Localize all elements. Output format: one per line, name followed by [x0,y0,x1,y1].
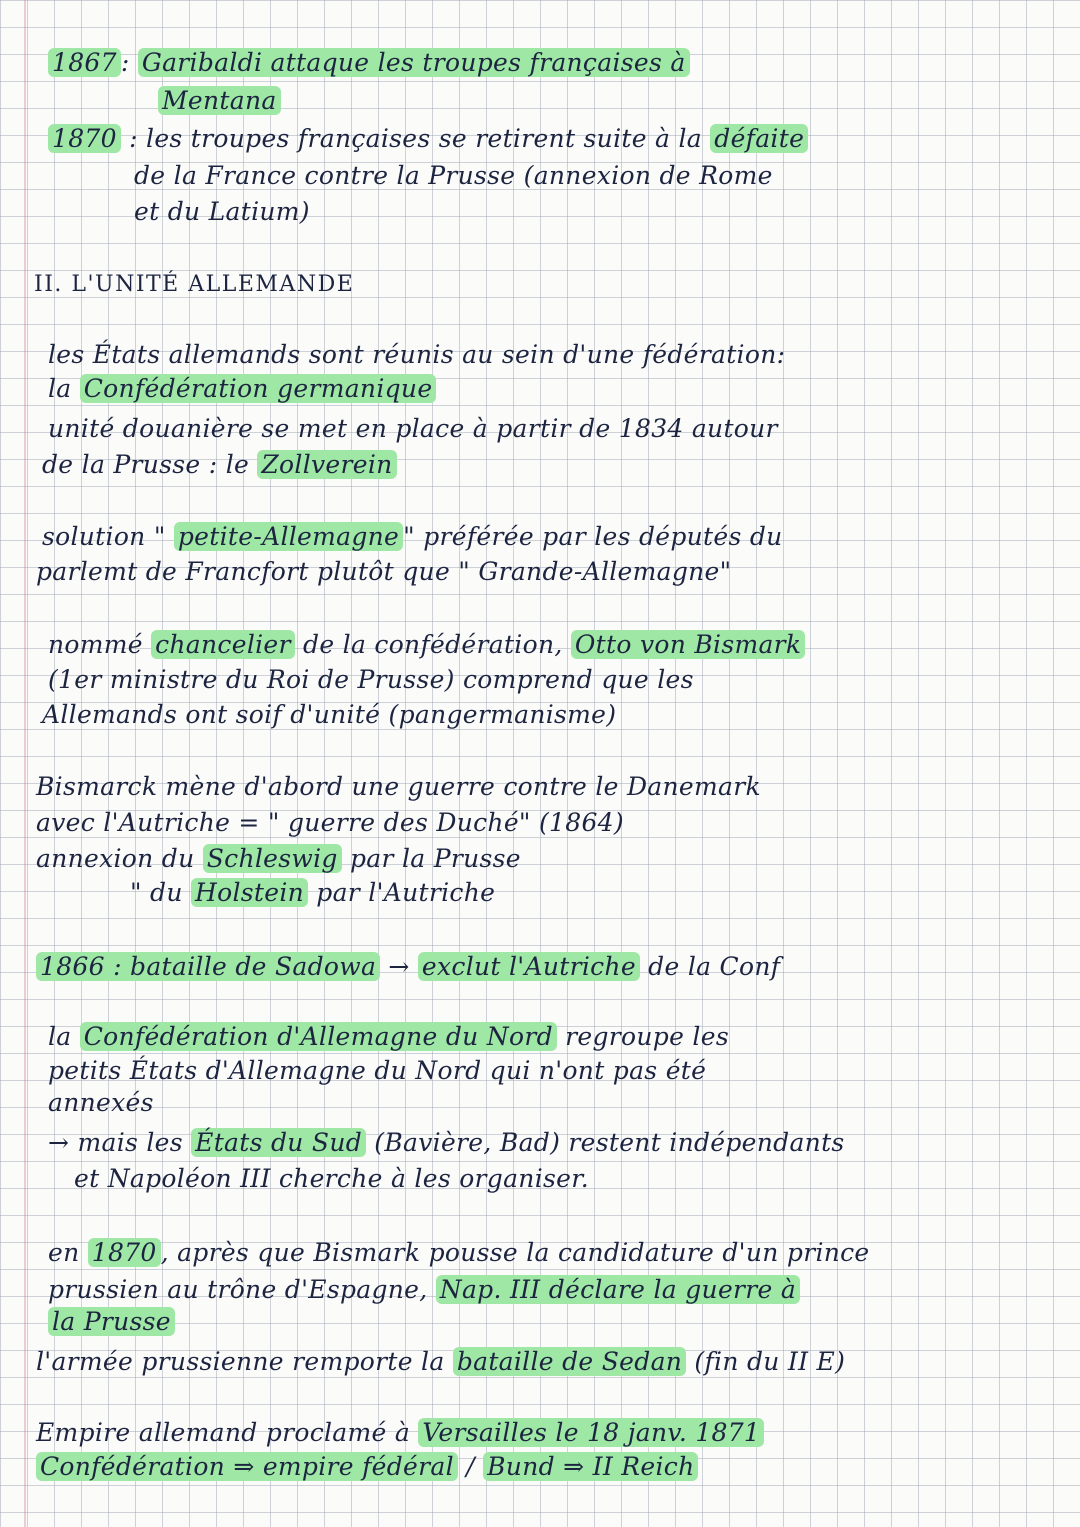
note-line [48,1088,154,1118]
highlighted-text: Confédération germanique [80,374,437,403]
note-text: par la Prusse [341,844,521,873]
highlighted-text: Mentana [158,86,281,115]
note-text: → mais les [48,1128,192,1157]
note-line [48,1128,845,1158]
note-line [48,1275,800,1305]
highlighted-text: exclut l'Autriche [418,952,640,981]
note-text: parlemt de Francfort plutôt que " Grande-Allemagne" [36,557,732,586]
note-line [48,124,808,154]
highlighted-text: Otto von Bismark [571,630,806,659]
highlighted-text: Versailles le 18 janv. 1871 [418,1418,764,1447]
highlighted-text: Bund ⇒ II Reich [483,1452,698,1481]
highlighted-text: 1867 [48,48,121,77]
note-text: en [48,1238,88,1267]
note-text: solution " [42,522,174,551]
note-line [36,557,731,587]
note-text: unité douanière se met en place à partir de 1834 autour [48,414,778,443]
note-line [42,450,397,480]
note-line [134,197,310,227]
note-line [158,86,281,116]
note-text: l'armée prussienne remporte la [36,1347,453,1376]
note-text: de la Prusse : le [42,450,258,479]
highlighted-text: la Prusse [48,1307,175,1336]
note-line [36,1347,845,1377]
note-text: Empire allemand proclamé à [36,1418,419,1447]
note-line [74,1164,589,1194]
note-text: annexion du [36,844,203,873]
note-text: : [120,48,138,77]
note-line [48,1238,870,1268]
note-text: avec l'Autriche = " guerre des Duché" (1864) [36,808,624,837]
note-text: nommé [48,630,152,659]
note-text: Bismarck mène d'abord une guerre contre le Danemark [36,772,761,801]
highlighted-text: Confédération d'Allemagne du Nord [80,1022,557,1051]
note-text: , après que Bismark pousse la candidature d'un prince [160,1238,870,1267]
note-text: II. L'UNITÉ ALLEMANDE [34,272,355,297]
note-line [130,878,495,908]
note-text: la [48,374,80,403]
note-text: (1er ministre du Roi de Prusse) comprend que les [48,665,694,694]
note-text: de la confédération, [294,630,571,659]
note-line [48,340,785,370]
highlighted-text: Garibaldi attaque les troupes françaises à [138,48,690,77]
note-line [48,1022,729,1052]
note-line [36,1418,764,1448]
note-line [48,48,690,78]
note-text: " du [130,878,191,907]
note-text: (Bavière, Bad) restent indépendants [366,1128,845,1157]
note-line [134,161,773,191]
note-text: " préférée par les députés du [403,522,783,551]
note-line [48,414,778,444]
note-line [42,522,783,552]
note-text: de la France contre la Prusse (annexion de Rome [134,161,773,190]
note-line [48,1056,706,1086]
note-line [36,808,624,838]
note-text: et du Latium) [134,197,310,226]
note-text: prussien au trône d'Espagne, [48,1275,436,1304]
note-text: et Napoléon III cherche à les organiser. [74,1164,589,1193]
page-margin-line [24,0,26,1527]
highlighted-text: petite-Allemagne [174,522,403,551]
highlighted-text: chancelier [151,630,295,659]
highlighted-text: 1870 [88,1238,161,1267]
note-text: par l'Autriche [308,878,496,907]
note-text: Allemands ont soif d'unité (pangermanisme) [42,700,617,729]
highlighted-text: États du Sud [191,1128,366,1157]
note-text: (fin du II E) [686,1347,846,1376]
note-text: annexés [48,1088,154,1117]
highlighted-text: Schleswig [203,844,342,873]
highlighted-text: bataille de Sedan [453,1347,686,1376]
note-line [42,700,616,730]
note-text: les États allemands sont réunis au sein d'une fédération: [48,340,786,369]
note-line [48,1307,175,1337]
note-text: / [457,1452,484,1481]
note-text: petits États d'Allemagne du Nord qui n'ont pas été [48,1056,707,1085]
highlighted-text: 1870 [48,124,121,153]
note-line [36,952,780,982]
note-text: : les troupes françaises se retirent suite à la [120,124,711,153]
note-line [36,844,521,874]
note-text: la [48,1022,80,1051]
note-text: regroupe les [556,1022,729,1051]
highlighted-text: Confédération ⇒ empire fédéral [36,1452,458,1481]
note-line [48,630,805,660]
highlighted-text: défaite [710,124,808,153]
section-heading [34,270,354,300]
note-line [48,665,694,695]
note-line [48,374,436,404]
note-line [36,1452,698,1482]
highlighted-text: Holstein [191,878,308,907]
highlighted-text: Zollverein [257,450,396,479]
note-line [36,772,761,802]
note-text: → [380,952,418,981]
note-text: de la Conf [639,952,781,981]
highlighted-text: Nap. III déclare la guerre à [436,1275,800,1304]
highlighted-text: 1866 : bataille de Sadowa [36,952,380,981]
